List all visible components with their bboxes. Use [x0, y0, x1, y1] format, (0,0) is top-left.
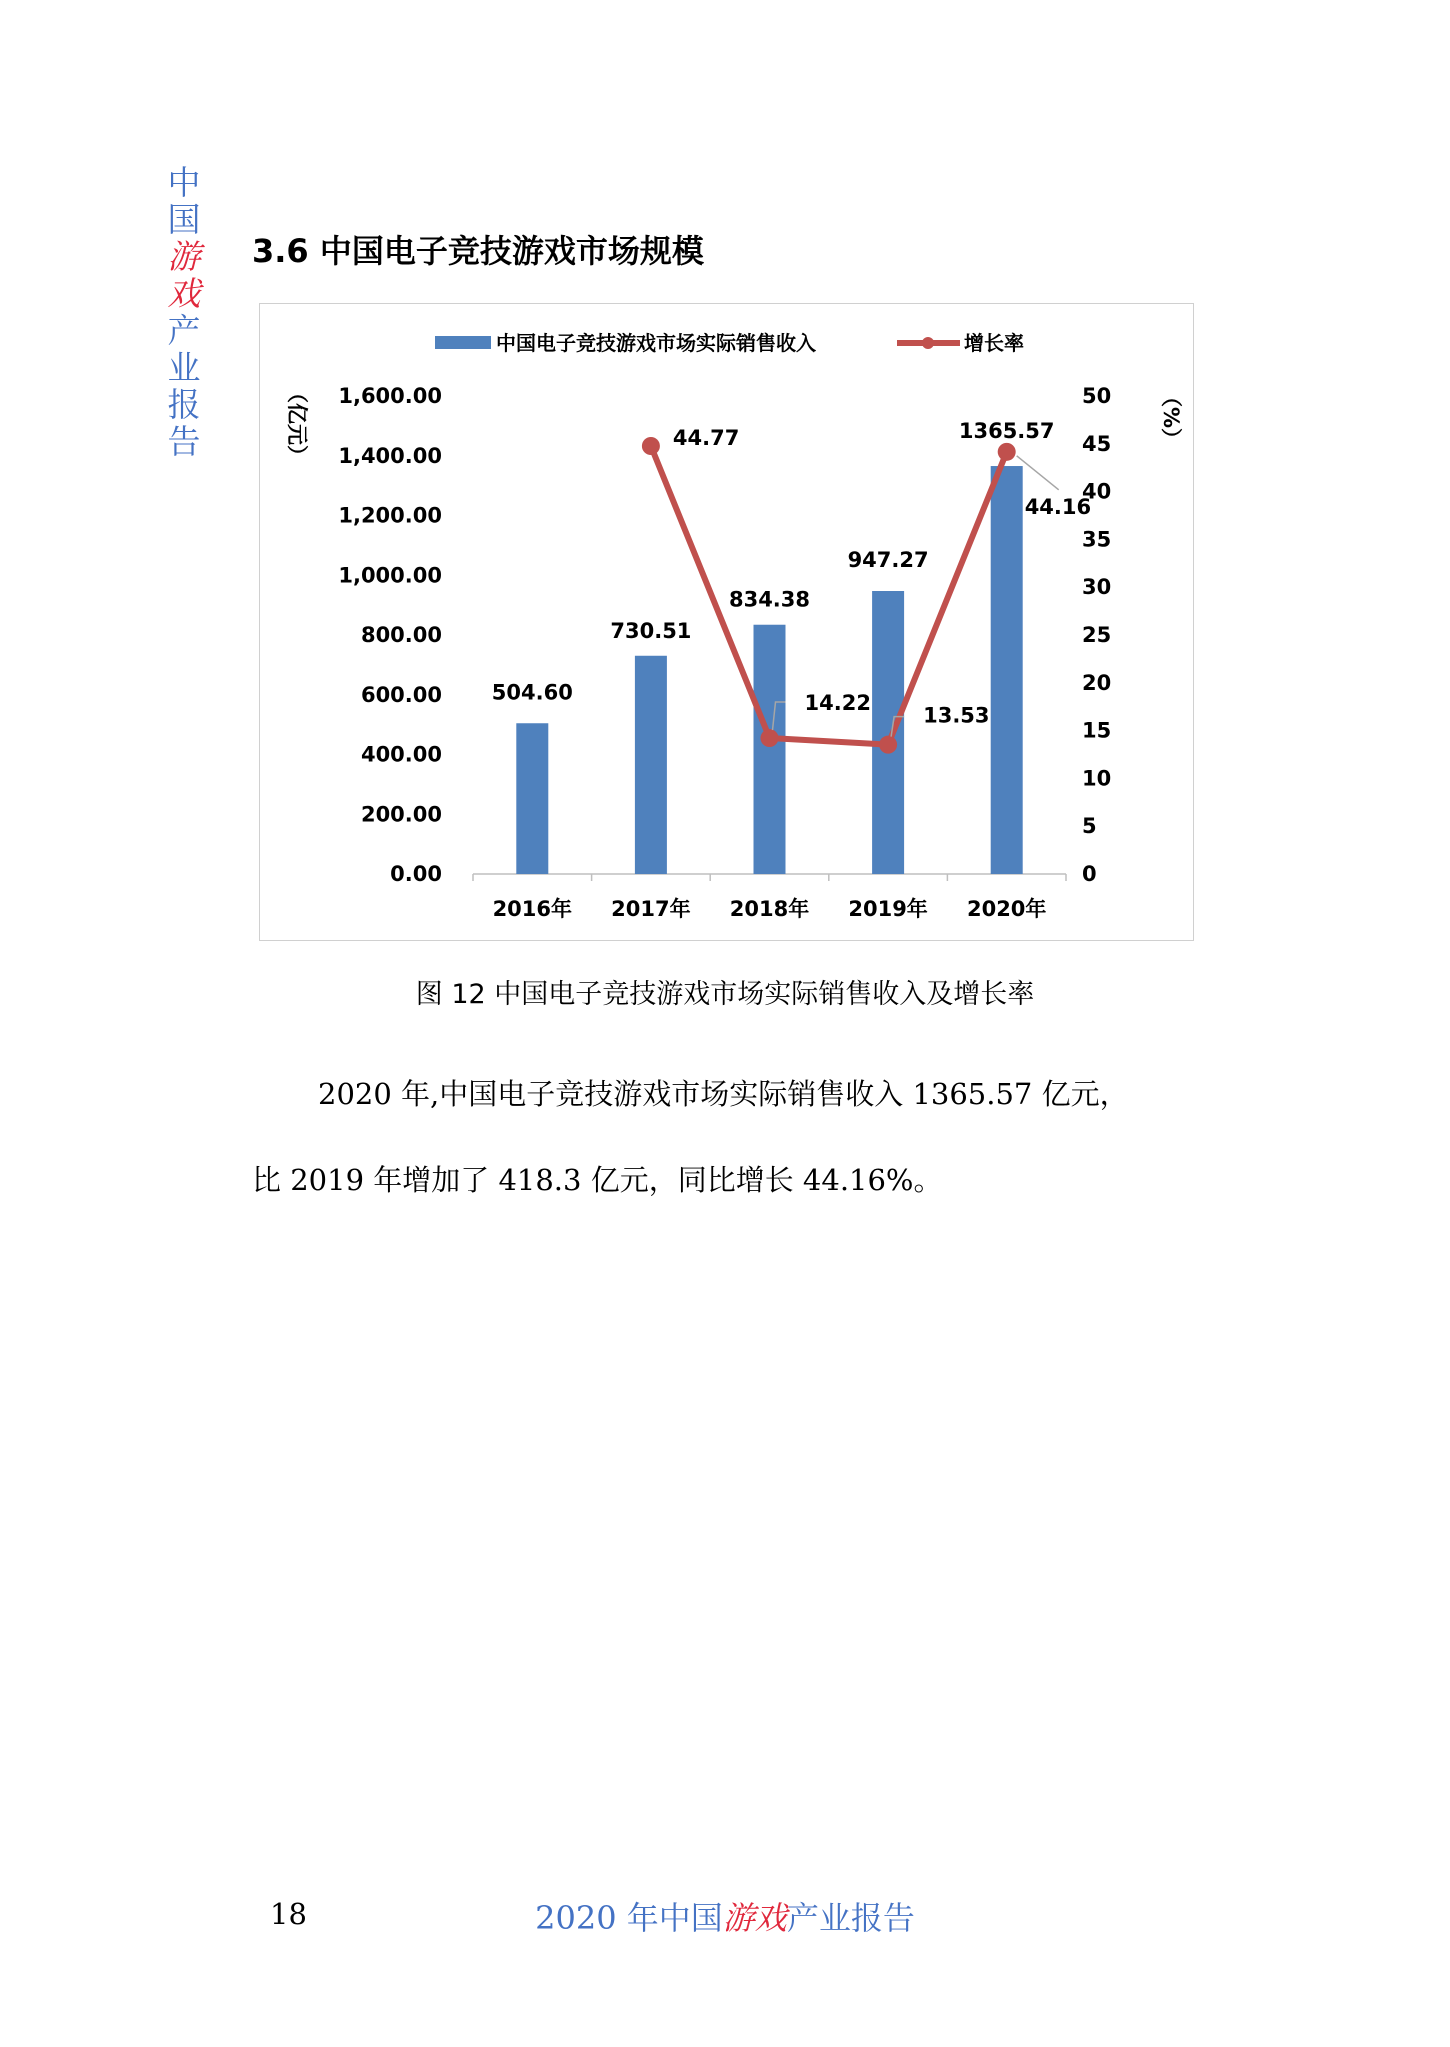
- line-data-label: 14.22: [804, 691, 871, 716]
- y-left-tick-label: 200.00: [360, 802, 442, 827]
- bar-data-label: 834.38: [728, 587, 811, 612]
- bar-data-label: 504.60: [491, 680, 573, 705]
- side-title-char: 中: [167, 163, 201, 202]
- y-right-tick-label: 25: [1082, 623, 1112, 647]
- y-right-tick-label: 5: [1082, 814, 1097, 839]
- y-right-tick-label: 15: [1082, 718, 1112, 743]
- y-left-tick-label: 1,400.00: [338, 443, 442, 468]
- side-vertical-title: [164, 164, 204, 460]
- y-right-tick-label: 0: [1082, 862, 1097, 886]
- y-right-tick-label: 40: [1082, 479, 1112, 504]
- growth-rate-point: [642, 437, 660, 455]
- bar-2016年: [516, 723, 548, 874]
- y-right-tick-label: 50: [1082, 384, 1112, 408]
- footer-title: [0, 1893, 1450, 1939]
- x-category-label: 2016年: [492, 897, 573, 921]
- bar-2019年: [872, 591, 904, 874]
- growth-rate-point: [761, 729, 779, 747]
- legend-bar-label: 中国电子竞技游戏市场实际销售收入: [496, 331, 816, 355]
- side-title-char: 产: [167, 311, 201, 350]
- y-left-tick-label: 400.00: [360, 742, 442, 767]
- line-data-label: 44.16: [1024, 494, 1092, 519]
- y-right-tick-label: 35: [1082, 527, 1112, 552]
- bar-data-label: 947.27: [847, 548, 929, 573]
- y-left-tick-label: 1,600.00: [338, 384, 442, 408]
- paragraph-line-2: 比 2019 年增加了 418.3 亿元，同比增长 44.16%。: [252, 1163, 943, 1197]
- y-right-tick-label: 45: [1082, 431, 1112, 456]
- footer-part-1: 2020 年中国: [535, 1899, 723, 1937]
- section-title: 3.6 中国电子竞技游戏市场规模: [252, 232, 704, 270]
- paragraph-line-1: 2020 年,中国电子竞技游戏市场实际销售收入 1365.57 亿元，: [318, 1077, 1129, 1111]
- x-category-label: 2017年: [611, 897, 691, 921]
- growth-rate-point: [879, 736, 897, 754]
- bar-data-label: 1365.57: [958, 419, 1055, 444]
- side-title-char: 报: [167, 385, 201, 424]
- y-left-tick-label: 600.00: [360, 682, 442, 707]
- y-left-tick-label: 0.00: [390, 862, 442, 886]
- side-title-char: 业: [167, 348, 201, 387]
- bar-2018年: [754, 625, 786, 874]
- bar-data-label: 730.51: [610, 618, 692, 643]
- side-title-char: 戏: [167, 274, 201, 313]
- y-right-tick-label: 30: [1082, 575, 1112, 600]
- growth-rate-point: [998, 443, 1016, 461]
- x-category-label: 2018年: [729, 897, 810, 921]
- line-data-label: 44.77: [672, 425, 740, 450]
- legend-line-marker: [922, 337, 934, 349]
- figure-caption: 图 12 中国电子竞技游戏市场实际销售收入及增长率: [415, 979, 1035, 1010]
- leader-line: [1017, 456, 1059, 490]
- combo-chart: [260, 304, 1195, 942]
- bar-2020年: [991, 466, 1023, 874]
- y-left-tick-label: 1,000.00: [338, 563, 442, 588]
- y-right-tick-label: 10: [1082, 766, 1112, 791]
- x-category-label: 2019年: [848, 897, 928, 921]
- page-number: 18: [270, 1897, 307, 1931]
- footer-part-3: 产业报告: [786, 1899, 915, 1937]
- side-title-char: 国: [167, 200, 201, 239]
- y-left-tick-label: 800.00: [360, 623, 442, 647]
- chart-container: [259, 303, 1194, 941]
- side-title-char: 告: [167, 422, 201, 461]
- y-left-tick-label: 1,200.00: [338, 503, 442, 528]
- legend-line-label: 增长率: [964, 331, 1024, 355]
- bar-2017年: [635, 656, 667, 874]
- line-data-label: 13.53: [923, 703, 990, 728]
- side-title-char: 游: [167, 237, 201, 276]
- footer-part-2: 游戏: [722, 1899, 787, 1937]
- y-right-axis-label: （%）: [1159, 386, 1183, 450]
- legend-bar-swatch: [435, 336, 491, 349]
- y-right-tick-label: 20: [1082, 670, 1112, 695]
- x-category-label: 2020年: [966, 897, 1047, 921]
- y-left-axis-label: （亿元）: [285, 382, 309, 466]
